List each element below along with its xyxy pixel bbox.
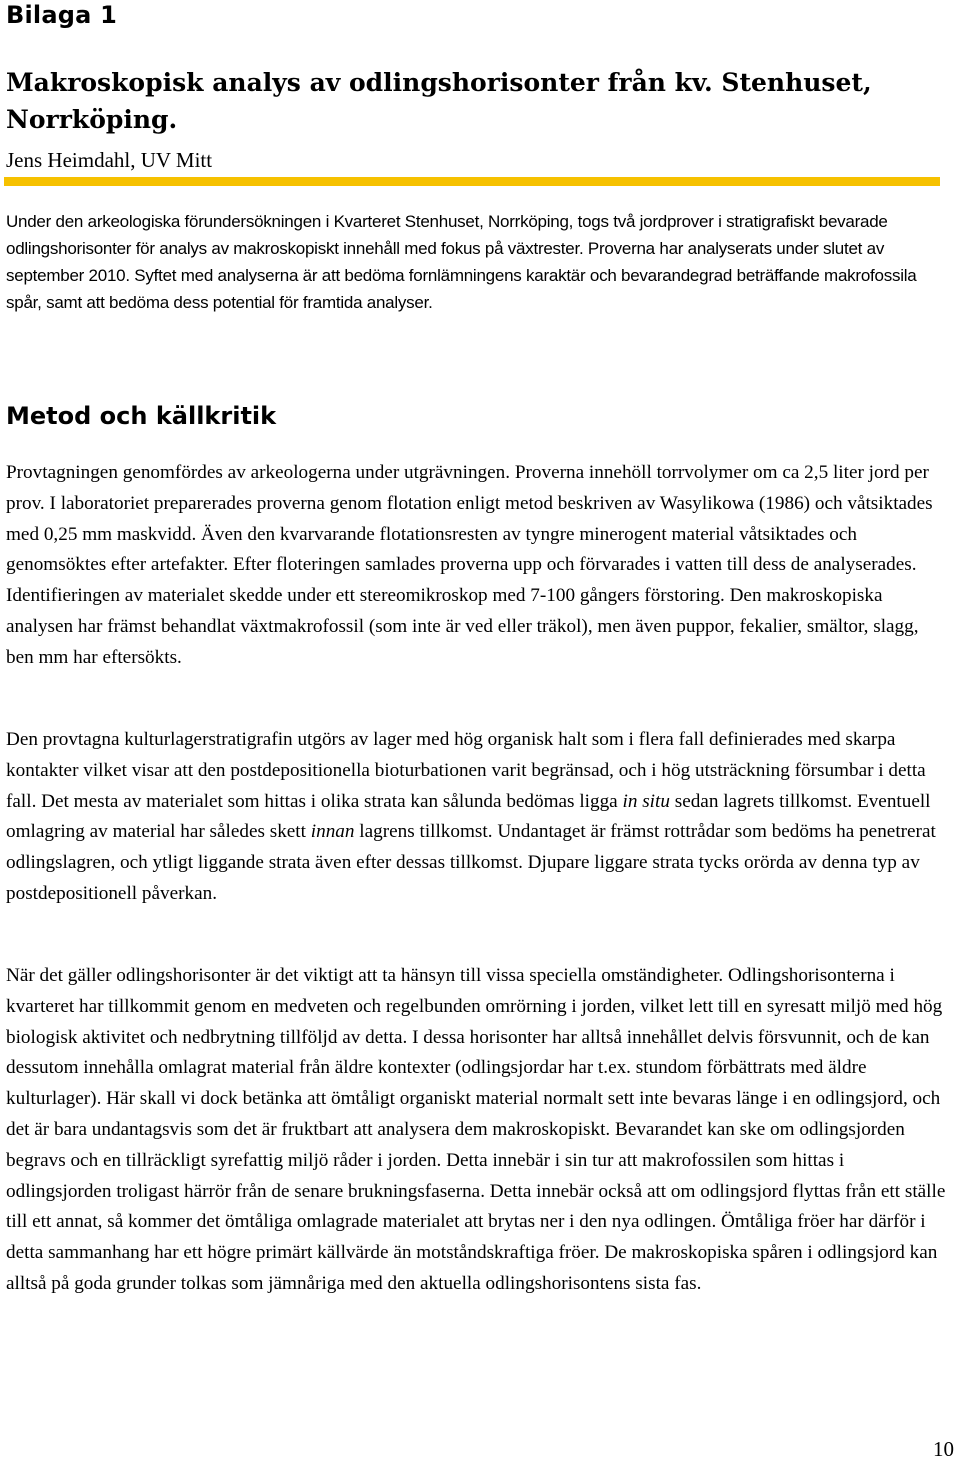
- italic-term-innan: innan: [310, 821, 355, 843]
- italic-term-in-situ: in situ: [622, 790, 670, 812]
- paragraph-2-text-c: lagrens tillkomst. Undantaget är främst rottrådar som bedöms ha penetrerat odlingslagren, och ytligt liggande strata även efter dessas tillkomst. Djupare liggare strata tycks orörda av denna typ av postdepositionell påverkan.: [6, 821, 936, 904]
- paragraph-2-text-b: sedan lagrets tillkomst. Eventuell omlagring av material har således skett: [6, 790, 931, 843]
- section-heading-method: Metod och källkritik: [6, 402, 277, 430]
- method-paragraph-1: Provtagningen genomfördes av arkeologerna under utgrävningen. Proverna innehöll torrvolymer om ca 2,5 liter jord per prov. I laboratoriet preparerades proverna genom flotation enligt metod beskriven av Wasylikowa (1986) och våtsiktades med 0,25 mm maskvidd. Även den kvarvarande flotationsresten av tyngre minerogent material våtsiktades och genomsöktes efter artefakter. Efter floteringen samlades proverna upp och förvarades i vatten till dess de analyserades. Identifieringen av materialet skedde under ett stereomikroskop med 7-100 gångers förstoring. Den makroskopiska analysen har främst behandlat växtmakrofossil (som inte är ved eller träkol), men även puppor, fekalier, smältor, slagg, ben mm har eftersökts.: [6, 462, 933, 668]
- appendix-label: Bilaga 1: [6, 1, 117, 29]
- paragraph-2-text-a: Den provtagna kulturlagerstratigrafin utgörs av lager med hög organisk halt som i flera fall definierades med skarpa kontakter vilket visar att den postdepositionella bioturbationen varit begränsad, och i hög utsträckning försumbar i detta fall. Det mesta av materialet som hittas i olika strata kan sålunda bedömas ligga: [6, 729, 926, 812]
- intro-paragraph: Under den arkeologiska förundersökningen i Kvarteret Stenhuset, Norrköping, togs två jordprover i stratigrafiskt bevarade odlingshorisonter för analys av makroskopiskt innehåll med fokus på växtrester. Proverna har analyserats under slutet av september 2010. Syftet med analyserna är att bedöma fornlämningens karaktär och bevarandegrad beträffande makrofossila spår, samt att bedöma dess potential för framtida analyser.: [6, 212, 917, 312]
- author-line: Jens Heimdahl, UV Mitt: [6, 148, 213, 172]
- document-title: Makroskopisk analys av odlingshorisonter från kv. Stenhuset, Norrköping.: [6, 68, 872, 134]
- title-divider: [4, 177, 940, 186]
- method-paragraph-2: [6, 725, 951, 910]
- page-number: 10: [933, 1437, 954, 1461]
- method-paragraph-3: När det gäller odlingshorisonter är det viktigt att ta hänsyn till vissa speciella omständigheter. Odlingshorisonterna i kvarteret har tillkommit genom en medveten och regelbunden omrörning i jorden, vilket lett till en syresatt miljö med hög biologisk aktivitet och nedbrytning tillföljd av detta. I dessa horisonter har alltså innehållet delvis försvunnit, och de kan dessutom innehålla omlagrat material från äldre kontexter (odlingsjordar har t.ex. stundom förbättrats med äldre kulturlager). Här skall vi dock betänka att ömtåligt organiskt material normalt sett inte bevaras länge i en odlingsjord, och det är bara undantagsvis som det är fruktbart att analysera dem makroskopiskt. Bevarandet kan ske om odlingsjorden begravs och en tillräckligt syrefattig miljö råder i jorden. Detta innebär i sin tur att makrofossilen som hittas i odlingsjorden troligast härrör från de senare brukningsfaserna. Detta innebär också att om odlingsjord flyttas från ett ställe till ett annat, så kommer det ömtåliga omlagrade materialet att brytas ner i den nya odlingen. Ömtåliga fröer har därför i detta sammanhang har ett högre primärt källvärde än motståndskraftiga fröer. De makroskopiska spåren i odlingsjord kan alltså på goda grunder tolkas som jämnåriga med den aktuella odlingshorisontens sista fas.: [6, 965, 946, 1294]
